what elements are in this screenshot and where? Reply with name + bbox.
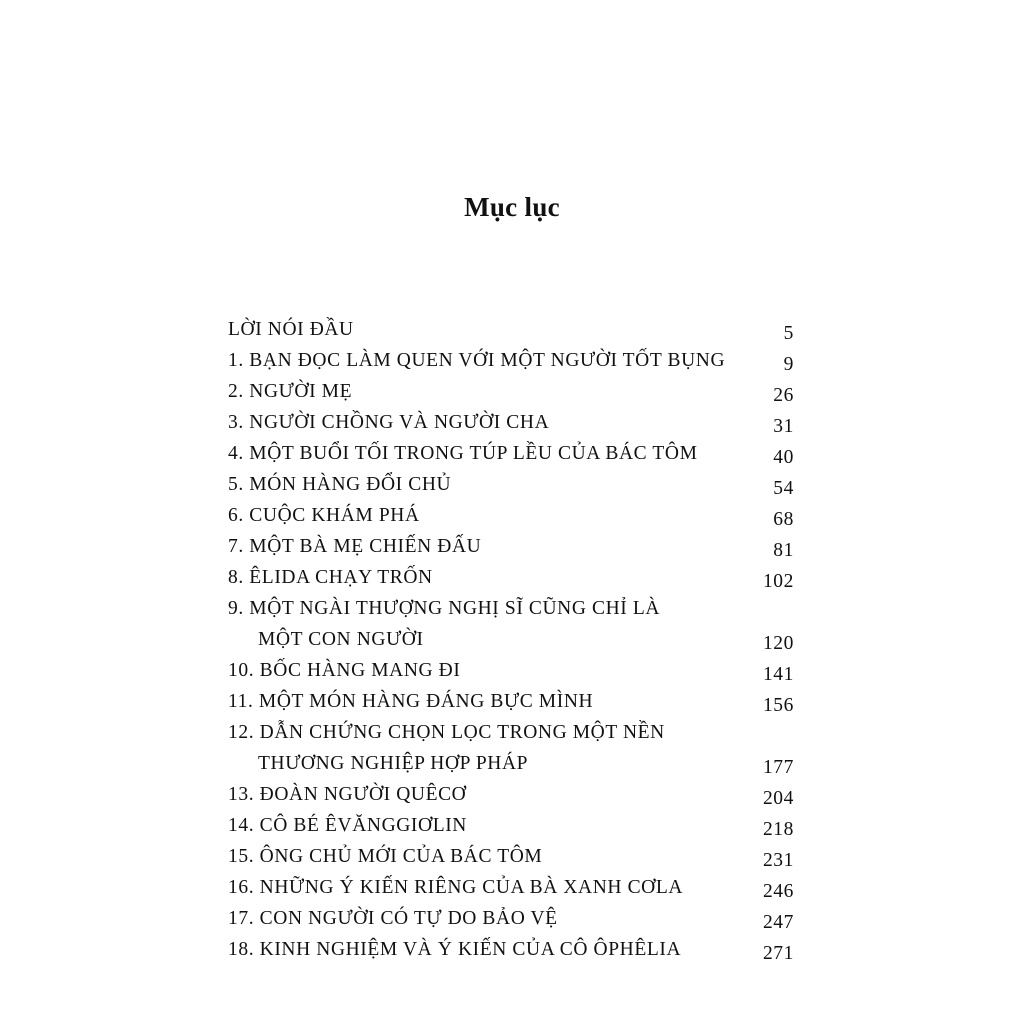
toc-entry-page: 246 [762, 881, 794, 902]
toc-entry [228, 407, 794, 438]
toc-entry [228, 841, 794, 872]
toc-entry-page: 204 [762, 788, 794, 809]
toc-entry [228, 500, 794, 531]
toc-entry-title: 7. MỘT BÀ MẸ CHIẾN ĐẤU [228, 536, 482, 557]
toc-entry-title: 1. BẠN ĐỌC LÀM QUEN VỚI MỘT NGƯỜI TỐT BỤNG [228, 350, 726, 371]
toc-entry-page: 271 [762, 943, 794, 964]
toc-entry [228, 438, 794, 469]
toc-entry-continuation [228, 748, 794, 779]
toc-entry [228, 717, 794, 748]
toc-entry [228, 469, 794, 500]
toc-entry-title: 6. CUỘC KHÁM PHÁ [228, 505, 420, 526]
toc-entry-page: 231 [762, 850, 794, 871]
toc-entry-title: 3. NGƯỜI CHỒNG VÀ NGƯỜI CHA [228, 412, 550, 433]
toc-entry-page: 247 [762, 912, 794, 933]
toc-entry-title: 17. CON NGƯỜI CÓ TỰ DO BẢO VỆ [228, 908, 558, 929]
toc-entry-page: 54 [773, 478, 794, 499]
toc-entry [228, 934, 794, 965]
toc-entry-title: 18. KINH NGHIỆM VÀ Ý KIẾN CỦA CÔ ÔPHÊLIA [228, 939, 682, 960]
toc-entry-continuation [228, 624, 794, 655]
toc-entry [228, 655, 794, 686]
toc-entry-page: 68 [773, 509, 794, 530]
toc-entry-page: 141 [762, 664, 794, 685]
toc-entry-page: 120 [762, 633, 794, 654]
toc-entry-page: 177 [762, 757, 794, 778]
toc-entry [228, 314, 794, 345]
toc-entry [228, 779, 794, 810]
toc-entry-title: 16. NHỮNG Ý KIẾN RIÊNG CỦA BÀ XANH CƠLA [228, 877, 684, 898]
toc-entry-title: THƯƠNG NGHIỆP HỢP PHÁP [258, 753, 529, 774]
toc-entry-title: 2. NGƯỜI MẸ [228, 381, 353, 402]
toc-entry-title: LỜI NÓI ĐẦU [228, 319, 354, 340]
toc-entry [228, 686, 794, 717]
table-of-contents [228, 314, 794, 965]
toc-entry-title: 10. BỐC HÀNG MANG ĐI [228, 660, 461, 681]
toc-entry [228, 593, 794, 624]
toc-entry-page: 81 [773, 540, 794, 561]
toc-entry-page: 102 [762, 571, 794, 592]
toc-entry [228, 810, 794, 841]
toc-entry-title: MỘT CON NGƯỜI [258, 629, 424, 650]
toc-entry [228, 872, 794, 903]
toc-entry-title: 15. ÔNG CHỦ MỚI CỦA BÁC TÔM [228, 846, 543, 867]
toc-entry-title: 12. DẪN CHỨNG CHỌN LỌC TRONG MỘT NỀN [228, 722, 665, 743]
toc-entry [228, 345, 794, 376]
toc-entry-page: 31 [773, 416, 794, 437]
toc-entry-title: 11. MỘT MÓN HÀNG ĐÁNG BỰC MÌNH [228, 691, 594, 712]
toc-entry-page: 5 [783, 323, 794, 344]
toc-entry [228, 903, 794, 934]
toc-entry-title: 8. ÊLIDA CHẠY TRỐN [228, 567, 433, 588]
page-title: Mục lục [464, 192, 560, 222]
toc-entry-title: 4. MỘT BUỔI TỐI TRONG TÚP LỀU CỦA BÁC TÔM [228, 443, 698, 464]
toc-entry-page: 156 [762, 695, 794, 716]
toc-entry-page: 9 [783, 354, 794, 375]
toc-entry-title: 9. MỘT NGÀI THƯỢNG NGHỊ SĨ CŨNG CHỈ LÀ [228, 598, 661, 619]
toc-entry [228, 376, 794, 407]
toc-entry [228, 531, 794, 562]
toc-entry-page: 40 [773, 447, 794, 468]
toc-entry-title: 5. MÓN HÀNG ĐỔI CHỦ [228, 474, 452, 495]
toc-entry-title: 13. ĐOÀN NGƯỜI QUÊCƠ [228, 784, 467, 805]
toc-entry-page: 26 [773, 385, 794, 406]
toc-entry-title: 14. CÔ BÉ ÊVĂNGGIƠLIN [228, 815, 467, 836]
toc-entry-page: 218 [762, 819, 794, 840]
toc-entry [228, 562, 794, 593]
